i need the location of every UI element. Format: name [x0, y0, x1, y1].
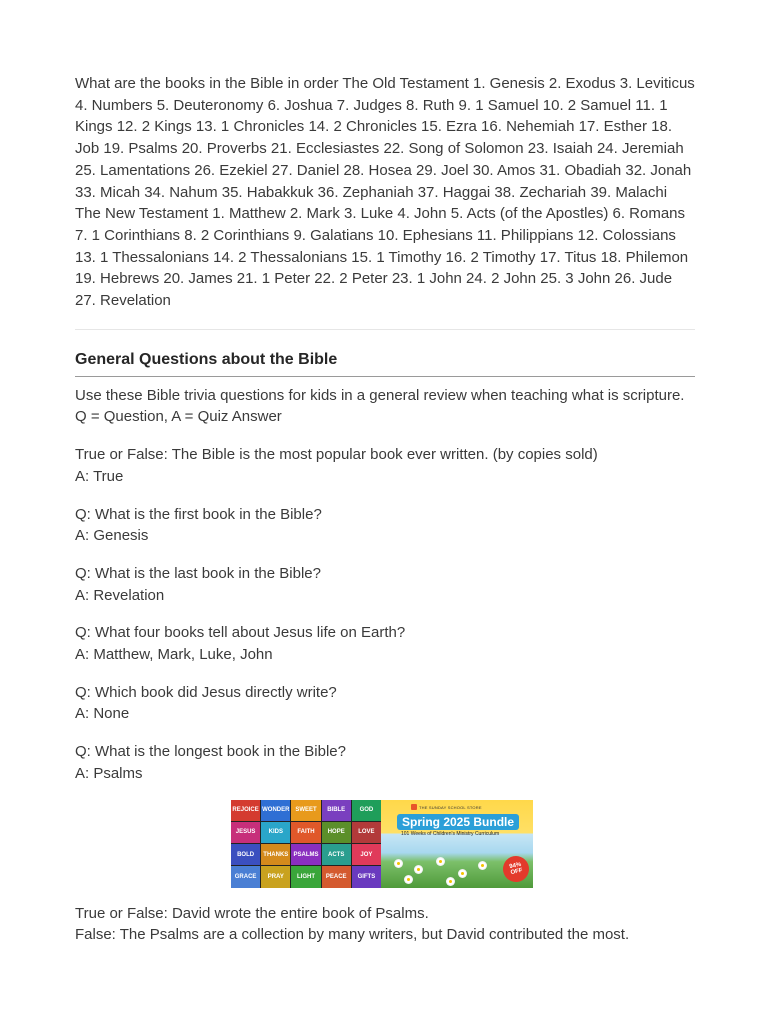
curriculum-tile: GRACE [231, 866, 260, 887]
question: Q: What is the longest book in the Bible? [75, 743, 346, 761]
curriculum-tile: PEACE [322, 866, 351, 887]
spring-bundle-ad-banner[interactable] [231, 800, 533, 888]
curriculum-tile: BOLD [231, 844, 260, 865]
question: Q: What four books tell about Jesus life on Earth? [75, 624, 406, 642]
store-brand: THE SUNDAY SCHOOL STORE [419, 804, 482, 810]
flower-icon [459, 870, 466, 877]
question: True or False: David wrote the entire book of Psalms. [75, 904, 429, 922]
curriculum-tile: JESUS [231, 822, 260, 843]
curriculum-tile: FAITH [291, 822, 320, 843]
qa-item [75, 903, 695, 946]
qa-item [75, 741, 695, 784]
discount-badge [501, 853, 532, 884]
answer: A: Matthew, Mark, Luke, John [75, 646, 273, 664]
discount-percent: 94% [508, 861, 522, 870]
article-content [75, 73, 695, 946]
qa-item [75, 563, 695, 606]
promo-subtitle: 101 Weeks of Children's Ministry Curriculum [401, 830, 500, 837]
curriculum-tile: ACTS [322, 844, 351, 865]
question: True or False: The Bible is the most popular book ever written. (by copies sold) [75, 446, 598, 464]
curriculum-tile: PRAY [261, 866, 290, 887]
flower-icon [447, 878, 454, 885]
qa-item [75, 504, 695, 547]
curriculum-tile: BIBLE [322, 800, 351, 821]
lead-line-2: Q = Question, A = Quiz Answer [75, 408, 282, 426]
question: Q: What is the first book in the Bible? [75, 505, 322, 523]
curriculum-tile: KIDS [261, 822, 290, 843]
flower-icon [395, 860, 402, 867]
question: Q: Which book did Jesus directly write? [75, 683, 337, 701]
curriculum-tile: GOD [352, 800, 381, 821]
qa-item [75, 622, 695, 665]
flower-icon [415, 866, 422, 873]
curriculum-tile: JOY [352, 844, 381, 865]
answer: False: The Psalms are a collection by many writers, but David contributed the most. [75, 926, 630, 944]
curriculum-tile: WONDER [261, 800, 290, 821]
qa-item [75, 444, 695, 487]
curriculum-tile: LIGHT [291, 866, 320, 887]
curriculum-tiles [231, 800, 381, 888]
curriculum-tile: GIFTS [352, 866, 381, 887]
qa-item [75, 682, 695, 725]
curriculum-tile: LOVE [352, 822, 381, 843]
curriculum-tile: THANKS [261, 844, 290, 865]
qa-list [75, 444, 695, 784]
curriculum-tile: REJOICE [231, 800, 260, 821]
curriculum-tile: PSALMS [291, 844, 320, 865]
store-logo-icon [411, 804, 417, 810]
flower-icon [479, 862, 486, 869]
answer: A: None [75, 705, 130, 723]
section-divider [75, 329, 695, 330]
answer: A: Genesis [75, 527, 149, 545]
ad-banner-wrapper [75, 800, 695, 888]
flower-icon [437, 858, 444, 865]
books-of-bible-paragraph: What are the books in the Bible in order The Old Testament 1. Genesis 2. Exodus 3. Leviticus 4. Numbers 5. Deuteronomy 6. Joshua 7. Judges 8. Ruth 9. 1 Samuel 10. 2 Samuel 11. 1 Kings 12. 2 Kings 13. 1 Chronicles 14. 2 Chronicles 15. Ezra 16. Nehemiah 17. Esther 18. Job 19. Psalms 20. Proverbs 21. Ecclesiastes 22. Song of Solomon 23. Isaiah 24. Jeremiah 25. Lamentations 26. Ezekiel 27. Daniel 28. Hosea 29. Joel 30. Amos 31. Obadiah 32. Jonah 33. Micah 34. Nahum 35. Habakkuk 36. Zephaniah 37. Haggai 38. Zechariah 39. Malachi The New Testament 1. Matthew 2. Mark 3. Luke 4. John 5. Acts (of the Apostles) 6. Romans 7. 1 Corinthians 8. 2 Corinthians 9. Galatians 10. Ephesians 11. Philippians 12. Colossians 13. 1 Thessalonians 14. 2 Thessalonians 15. 1 Timothy 16. 2 Timothy 17. Titus 18. Philemon 19. Hebrews 20. James 21. 1 Peter 22. 2 Peter 23. 1 John 24. 2 John 25. 3 John 26. Jude 27. Revelation [75, 75, 695, 310]
promo-title: Spring 2025 Bundle [397, 814, 519, 830]
answer: A: True [75, 467, 124, 485]
flower-icon [405, 876, 412, 883]
answer: A: Psalms [75, 764, 143, 782]
lead-line-1: Use these Bible trivia questions for kids in a general review when teaching what is scripture. [75, 386, 685, 404]
discount-label: OFF [510, 867, 524, 876]
section-lead [75, 385, 695, 428]
question: Q: What is the last book in the Bible? [75, 564, 321, 582]
curriculum-tile: HOPE [322, 822, 351, 843]
curriculum-tile: SWEET [291, 800, 320, 821]
promo-panel [381, 800, 533, 888]
answer: A: Revelation [75, 586, 165, 604]
section-heading: General Questions about the Bible [75, 349, 695, 377]
